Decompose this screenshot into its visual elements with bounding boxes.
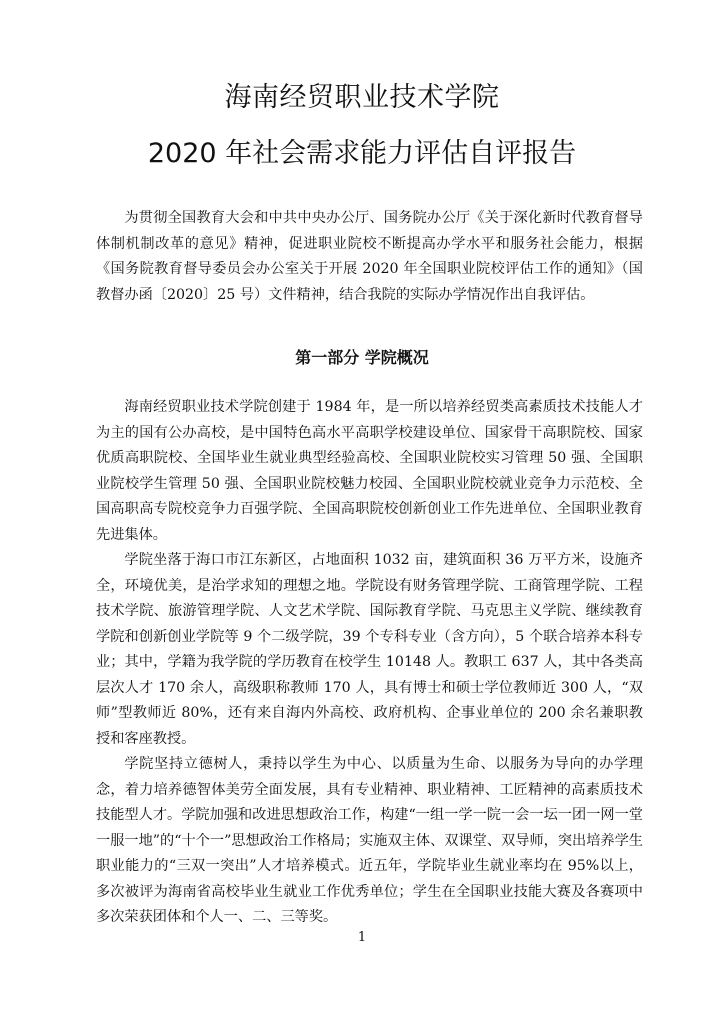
section-heading: 第一部分 学院概况	[295, 348, 429, 367]
page-number: 1	[357, 930, 367, 945]
section-body	[96, 395, 643, 931]
document-title: 海南经贸职业技术学院	[224, 82, 500, 113]
paragraph: 学院坚持立德树人，秉持以学生为中心、以质量为生命、以服务为导向的办学理念，着力培养德智体美劳全面发展，具有专业精神、职业精神、工匠精神的高素质技术技能型人才。学院加强和改进思想政治工作，构建“一组一学一院一会一坛一团一网一堂一服一地”的“十个一”思想政治工作格局；实施双主体、双课堂、双导师，突出培养学生职业能力的“三双一突出”人才培养模式。近五年，学院毕业生就业率均在 95%以上，多次被评为海南省高校毕业生就业工作优秀单位；学生在全国职业技能大赛及各赛项中多次荣获团体和个人一、二、三等奖。	[96, 756, 643, 925]
intro-paragraph: 为贯彻全国教育大会和中共中央办公厅、国务院办公厅《关于深化新时代教育督导体制机制改革的意见》精神，促进职业院校不断提高办学水平和服务社会能力，根据《国务院教育督导委员会办公室关于开展 2020 年全国职业院校评估工作的通知》（国教督办函〔2020〕25 号）文件精神，结合我院的实际办学情况作出自我评估。	[96, 210, 643, 303]
document-subtitle: 2020 年社会需求能力评估自评报告	[147, 138, 577, 169]
intro-section	[96, 206, 643, 308]
paragraph: 海南经贸职业技术学院创建于 1984 年，是一所以培养经贸类高素质技术技能人才为主的国有公办高校，是中国特色高水平高职学校建设单位、国家骨干高职院校、国家优质高职院校、全国毕业生就业典型经验高校、全国职业院校实习管理 50 强、全国职业院校学生管理 50 强、全国职业院校魅力校园、全国职业院校就业竞争力示范校、全国高职高专院校竞争力百强学院、全国高职院校创新创业工作先进单位、全国职业教育先进集体。	[96, 399, 643, 543]
paragraph: 学院坐落于海口市江东新区，占地面积 1032 亩，建筑面积 36 万平方米，设施齐全，环境优美，是治学求知的理想之地。学院设有财务管理学院、工商管理学院、工程技术学院、旅游管理学院、人文艺术学院、国际教育学院、马克思主义学院、继续教育学院和创新创业学院等 9 个二级学院，39 个专科专业（含方向），5 个联合培养本科专业；其中，学籍为我学院的学历教育在校学生 10148 人。教职工 637 人，其中各类高层次人才 170 余人，高级职称教师 170 人，具有博士和硕士学位教师近 300 人，“双师”型教师近 80%，还有来自海内外高校、政府机构、企事业单位的 200 余名兼职教授和客座教授。	[96, 552, 643, 747]
